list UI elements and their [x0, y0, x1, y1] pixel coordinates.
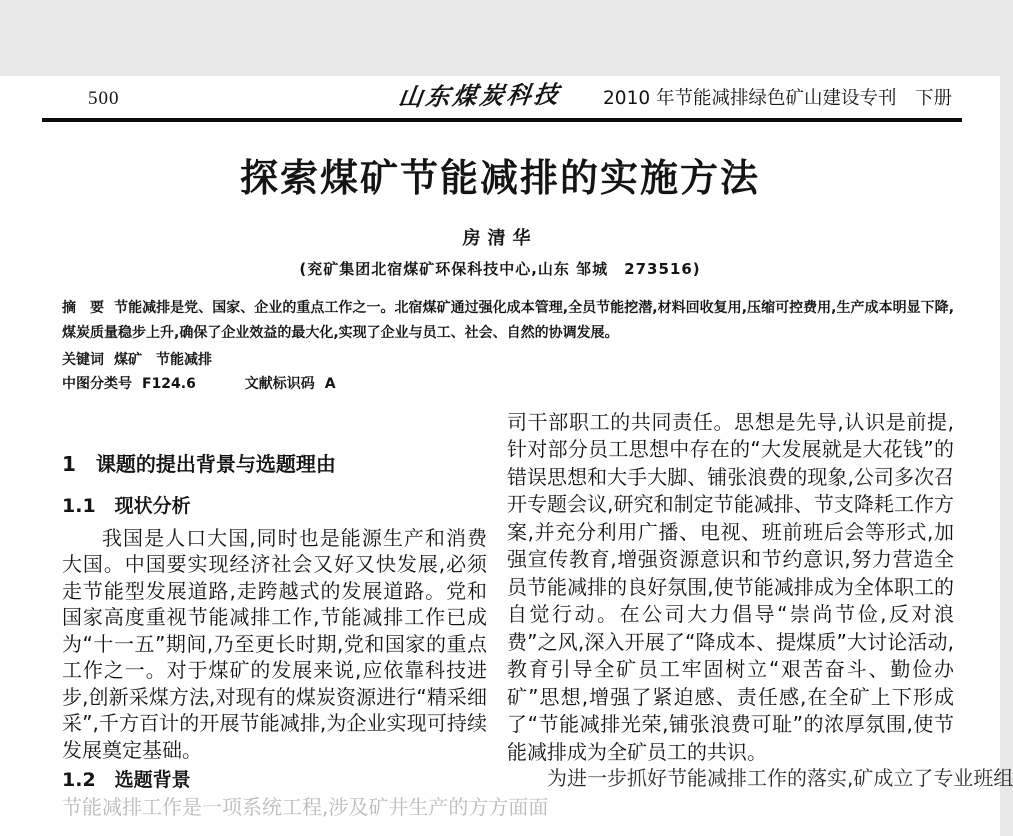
- abstract: [62, 296, 954, 346]
- doc-code-label: 文献标识码: [244, 375, 315, 392]
- clipped-line-right: 为进一步抓好节能减排工作的落实,矿成立了专业班组: [547, 766, 1013, 790]
- left-column: [62, 401, 549, 819]
- page-header: [88, 76, 952, 111]
- keywords-value: 煤矿 节能减排: [114, 351, 212, 368]
- clc-label: 中图分类号: [62, 375, 132, 392]
- keywords-line: [62, 349, 954, 371]
- right-column-paragraph: 司干部职工的共同责任。思想是先导,认识是前提,针对部分员工思想中存在的“大发展就是大花钱”的错误思想和大手大脚、铺张浪费的现象,公司多次召开专题会议,研究和制定节能减排、节支降耗工作方案,并充分利用广播、电视、班前班后会等形式,加强宣传教育,增强资源意识和节约意识,努力营造全员节能减排的良好氛围,使节能减排成为全体职工的自觉行动。在公司大力倡导“崇尚节俭,反对浪费”之风,深入开展了“降成本、提煤质”大讨论活动,教育引导全矿员工牢固树立“艰苦奋斗、勤俭办矿”思想,增强了紧迫感、责任感,在全矿上下形成了“节能减排光荣,铺张浪费可耻”的浓厚氛围,使节能减排成为全矿员工的共识。: [507, 409, 954, 764]
- classification-line: [62, 373, 954, 395]
- journal-name-calligraphy: 山东煤炭科技: [396, 80, 563, 112]
- section-1-1-paragraph: 我国是人口大国,同时也是能源生产和消费大国。中国要实现经济社会又好又快发展,必须走节能型发展道路,走跨越式的发展道路。党和国家高度重视节能减排工作,节能减排工作已成为“十一五”期间,乃至更长时期,党和国家的重点工作之一。对于煤矿的发展来说,应依靠科技进步,创新采煤方法,对现有的煤炭资源进行“精采细采”,千方百计的开展节能减排,为企业实现可持续发展奠定基础。: [62, 525, 487, 762]
- doc-code-value: A: [324, 375, 336, 392]
- clipped-line-left: 节能减排工作是一项系统工程,涉及矿井生产的方方面面: [62, 795, 549, 819]
- issue-info: 2010 年节能减排绿色矿山建设专刊 下册: [603, 88, 952, 109]
- author-affiliation: (兖矿集团北宿煤矿环保科技中心,山东 邹城 273516): [299, 259, 701, 278]
- two-column-body: [62, 401, 1013, 819]
- page-number: 500: [88, 88, 120, 109]
- section-1-2-heading: 1.2 选题背景: [62, 769, 191, 791]
- abstract-text: 节能减排是党、国家、企业的重点工作之一。北宿煤矿通过强化成本管理,全员节能挖潜,材料回收复用,压缩可控费用,生产成本明显下降,煤炭质量稳步上升,确保了企业效益的最大化,实现了企业与员工、社会、自然的协调发展。: [62, 299, 955, 341]
- journal-page: [0, 76, 1013, 836]
- article-meta: [62, 296, 954, 395]
- abstract-label: 摘 要: [62, 299, 105, 316]
- keywords-label: 关键词: [62, 351, 104, 368]
- header-rule: [42, 118, 962, 122]
- right-column: [507, 401, 1013, 800]
- author-name: 房清华: [462, 227, 538, 249]
- article-title: 探索煤矿节能减排的实施方法: [239, 155, 760, 200]
- section-1-heading: 1 课题的提出背景与选题理由: [62, 451, 336, 476]
- clc-value: F124.6: [142, 375, 196, 392]
- section-1-1-heading: 1.1 现状分析: [62, 494, 191, 517]
